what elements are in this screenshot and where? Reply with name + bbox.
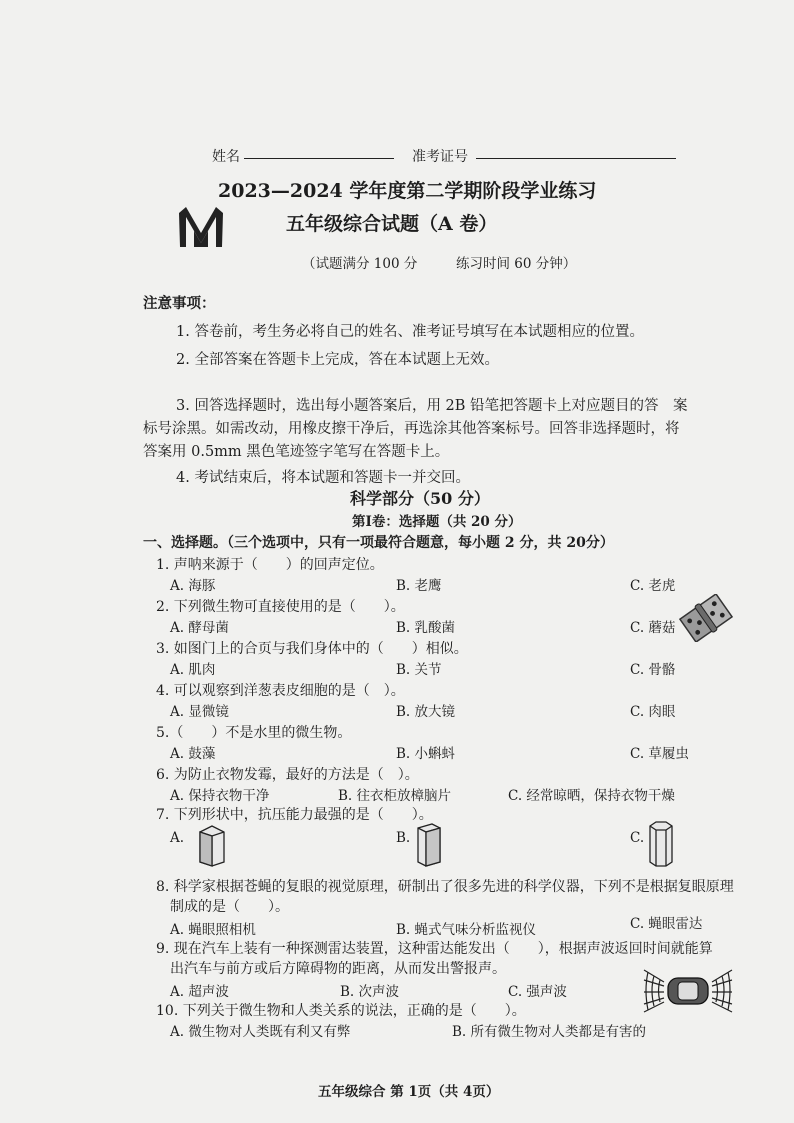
note-1: 1. 答卷前，考生务必将自己的姓名、准考证号填写在本试题相应的位置。 xyxy=(176,324,644,340)
section-title: 科学部分（50 分） xyxy=(350,489,490,508)
q2-option-c: C. 蘑菇 xyxy=(630,620,676,636)
exam-number-field-line[interactable] xyxy=(476,144,676,159)
q10-option-b: B. 所有微生物对人类都是有害的 xyxy=(452,1024,647,1040)
time-info: 练习时间 60 分钟） xyxy=(456,256,577,272)
rectangular-prism-icon xyxy=(414,820,444,868)
section-instruction: 一、选择题。（三个选项中，只有一项最符合题意，每小题 2 分，共 20分） xyxy=(143,535,614,551)
q3-option-a: A. 肌肉 xyxy=(170,662,216,678)
q3-option-c: C. 骨骼 xyxy=(630,662,676,678)
q4-option-b: B. 放大镜 xyxy=(396,704,456,720)
question-9-stem: 9. 现在汽车上装有一种探测雷达装置，这种雷达能发出（ ），根据声波返回时间就能算 xyxy=(156,941,713,957)
q2-option-a: A. 酵母菌 xyxy=(170,620,229,636)
question-8-stem-cont: 制成的是（ ）。 xyxy=(170,899,289,915)
part-title: 第Ⅰ卷：选择题（共 20 分） xyxy=(352,514,522,530)
q5-option-c: C. 草履虫 xyxy=(630,746,689,762)
q8-option-b: B. 蝇式气味分析监视仪 xyxy=(396,922,537,938)
door-hinge-icon xyxy=(678,594,734,642)
page-footer: 五年级综合 第 1页（共 4页） xyxy=(318,1084,500,1100)
question-2-stem: 2. 下列微生物可直接使用的是（ ）。 xyxy=(156,599,405,615)
q6-option-c: C. 经常晾晒，保持衣物干燥 xyxy=(508,788,675,804)
exam-title: 2023—2024 学年度第二学期阶段学业练习 xyxy=(218,180,597,202)
note-2: 2. 全部答案在答题卡上完成，答在本试题上无效。 xyxy=(176,352,499,368)
q4-option-a: A. 显微镜 xyxy=(170,704,229,720)
full-score-info: （试题满分 100 分 xyxy=(302,256,418,272)
q10-option-a: A. 微生物对人类既有利又有弊 xyxy=(170,1024,351,1040)
question-3-stem: 3. 如图门上的合页与我们身体中的（ ）相似。 xyxy=(156,641,468,657)
question-10-stem: 10. 下列关于微生物和人类关系的说法，正确的是（ ）。 xyxy=(156,1003,526,1019)
q5-option-b: B. 小蝌蚪 xyxy=(396,746,456,762)
note-3-cont-1: 标号涂黑。如需改动，用橡皮擦干净后，再选涂其他答案标号。回答非选择题时，将 xyxy=(143,421,680,437)
question-1-stem: 1. 声呐来源于（ ）的回声定位。 xyxy=(156,557,384,573)
q1-option-c: C. 老虎 xyxy=(630,578,676,594)
notes-heading: 注意事项： xyxy=(143,295,216,312)
question-6-stem: 6. 为防止衣物发霉，最好的方法是（ ）。 xyxy=(156,767,419,783)
q4-option-c: C. 肉眼 xyxy=(630,704,676,720)
school-logo-icon xyxy=(176,205,226,251)
q7-option-b: B. xyxy=(396,830,411,846)
question-7-stem: 7. 下列形状中，抗压能力最强的是（ ）。 xyxy=(156,807,433,823)
hexagonal-prism-icon xyxy=(646,818,676,870)
q1-option-b: B. 老鹰 xyxy=(396,578,442,594)
name-field-line[interactable] xyxy=(244,144,394,159)
q7-option-a: A. xyxy=(170,830,185,846)
q1-option-a: A. 海豚 xyxy=(170,578,216,594)
q6-option-a: A. 保持衣物干净 xyxy=(170,788,270,804)
note-3-cont-2: 答案用 0.5mm 黑色笔迹签字笔写在答题卡上。 xyxy=(143,444,450,460)
q9-option-b: B. 次声波 xyxy=(340,984,400,1000)
note-4: 4. 考试结束后，将本试题和答题卡一并交回。 xyxy=(176,470,470,486)
q8-option-a: A. 蝇眼照相机 xyxy=(170,922,256,938)
q7-option-c: C. xyxy=(630,830,645,846)
exam-subtitle: 五年级综合试题（A 卷） xyxy=(286,213,498,235)
name-label: 姓名 xyxy=(212,149,240,165)
exam-number-label: 准考证号 xyxy=(412,149,468,165)
q6-option-b: B. 往衣柜放樟脑片 xyxy=(338,788,452,804)
question-4-stem: 4. 可以观察到洋葱表皮细胞的是（ ）。 xyxy=(156,683,405,699)
q8-option-c: C. 蝇眼雷达 xyxy=(630,916,703,932)
question-9-stem-cont: 出汽车与前方或后方障碍物的距离，从而发出警报声。 xyxy=(170,961,506,977)
q9-option-c: C. 强声波 xyxy=(508,984,567,1000)
q3-option-b: B. 关节 xyxy=(396,662,442,678)
q2-option-b: B. 乳酸菌 xyxy=(396,620,456,636)
question-5-stem: 5.（ ）不是水里的微生物。 xyxy=(156,725,352,741)
triangular-prism-icon xyxy=(196,822,228,868)
q5-option-a: A. 鼓藻 xyxy=(170,746,216,762)
q9-option-a: A. 超声波 xyxy=(170,984,229,1000)
question-8-stem: 8. 科学家根据苍蝇的复眼的视觉原理，研制出了很多先进的科学仪器，下列不是根据复眼原理 xyxy=(156,879,734,895)
note-3: 3. 回答选择题时，选出每小题答案后，用 2B 铅笔把答题卡上对应题目的答 案 xyxy=(176,398,688,414)
car-radar-icon xyxy=(640,962,736,1018)
